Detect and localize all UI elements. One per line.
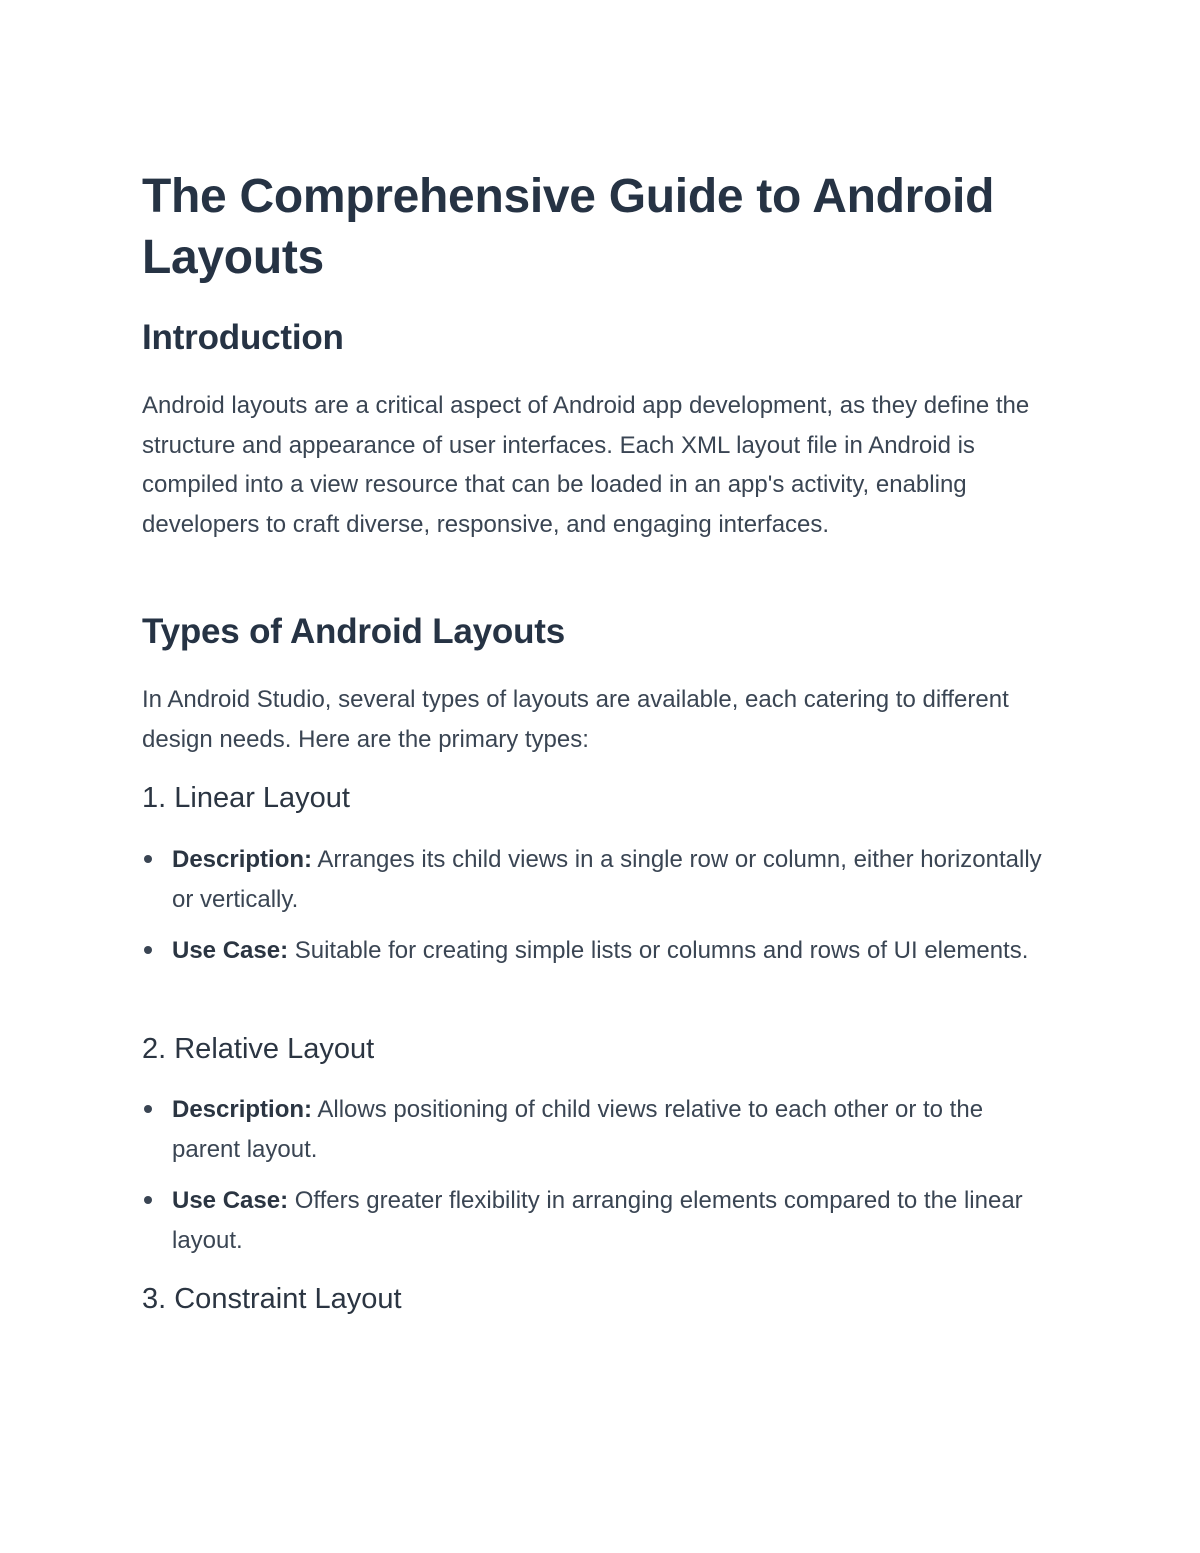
types-paragraph: In Android Studio, several types of layouts are available, each catering to different design needs. Here are the primary types: <box>142 686 1009 753</box>
list-item-text <box>172 840 1052 920</box>
bullet-dot <box>144 946 152 954</box>
list-item-label: Description: <box>172 1096 313 1123</box>
subheading-constraint-layout: 3. Constraint Layout <box>142 1283 402 1315</box>
list-item-label: Use Case: <box>172 1187 289 1214</box>
bullet-dot <box>144 1196 152 1204</box>
bullet-dot <box>144 855 152 863</box>
subheading-linear-layout: 1. Linear Layout <box>142 782 350 814</box>
list-item-label: Use Case: <box>172 937 289 964</box>
bullet-dot <box>144 1105 152 1113</box>
list-item-label: Description: <box>172 846 313 873</box>
list-item-body: Suitable for creating simple lists or columns and rows of UI elements. <box>288 937 1029 964</box>
list-item-body: Allows positioning of child views relative to each other or to the parent layout. <box>172 1096 984 1163</box>
document-title: The Comprehensive Guide to Android Layouts <box>142 170 995 284</box>
introduction-paragraph: Android layouts are a critical aspect of Android app development, as they define the structure and appearance of user interfaces. Each XML layout file in Android is compiled into a view resource that can be loaded in an app's activity, enabling developers to craft diverse, responsive, and engaging interfaces. <box>142 392 1030 538</box>
list-item-body: Offers greater flexibility in arranging elements compared to the linear layout. <box>172 1187 1023 1254</box>
section-heading-introduction: Introduction <box>142 318 344 357</box>
section-heading-types: Types of Android Layouts <box>142 612 565 651</box>
list-item-body: Arranges its child views in a single row or column, either horizontally or vertically. <box>172 846 1042 913</box>
list-item-text <box>172 931 1052 971</box>
list-item-text <box>172 1181 1052 1261</box>
list-item-text <box>172 1090 1052 1170</box>
subheading-relative-layout: 2. Relative Layout <box>142 1033 375 1065</box>
